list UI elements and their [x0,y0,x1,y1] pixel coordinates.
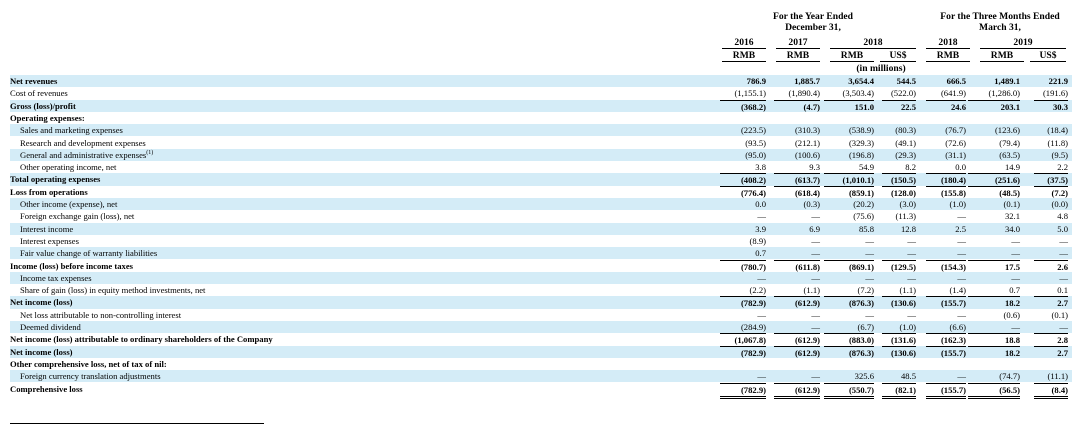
row-label-text: Other income (expense), net [20,199,118,209]
row-label-text: General and administrative expenses [20,149,147,160]
table-cell: — [957,248,966,259]
table-cell: (155.7) [926,383,966,399]
table-cell: (782.9) [720,296,766,309]
table-cell: 1,489.1 [994,76,1020,86]
row-label-text: Other comprehensive loss, net of tax of nil: [10,358,167,369]
table-cell: (329.3) [848,137,874,148]
table-cell: 0.0 [955,162,966,173]
row-label [20,321,81,333]
table-cell: (155.7) [926,346,966,359]
row-label [10,260,133,272]
table-cell: (611.8) [774,260,820,273]
table-cell: (0.3) [803,199,820,209]
table-cell: 151.0 [824,100,874,113]
table-cell: (776.4) [720,186,766,199]
header-year-2019: 2019 [980,37,1066,49]
table-row [10,333,1072,345]
table-cell: (63.5) [999,149,1020,160]
table-cell: (131.6) [882,333,916,346]
row-label [10,173,100,185]
table-cell: — [1011,322,1020,332]
table-cell: (6.7) [857,322,874,332]
row-label-text: Interest income [20,223,74,234]
table-cell: — [811,248,820,259]
table-cell: (11.8) [1047,137,1068,148]
row-label-text: Income (loss) before income taxes [10,260,133,271]
table-cell: (72.6) [945,137,966,148]
table-cell: (48.5) [968,186,1020,199]
table-cell: 6.9 [809,223,820,234]
row-label-text: Sales and marketing expenses [20,125,123,136]
table-cell: 8.2 [905,162,916,173]
table-cell: (1,286.0) [988,88,1020,99]
table-cell: (612.9) [774,346,820,359]
header-year-2018: 2018 [830,37,916,49]
table-cell: — [1011,235,1020,246]
row-label [20,235,79,247]
table-cell: (869.1) [824,260,874,273]
table-cell: 203.1 [968,100,1020,113]
row-label [10,75,57,87]
row-label [20,309,181,321]
table-cell: (3,503.4) [842,88,874,99]
table-cell: (11.1) [1047,371,1068,382]
table-cell: (1.0) [949,199,966,209]
row-label [10,186,88,198]
table-cell: — [1059,322,1068,332]
row-label-text: Research and development expenses [20,137,146,148]
table-row [10,100,1072,112]
table-cell: (74.7) [999,371,1020,382]
table-cell: (1,010.1) [824,173,874,186]
table-cell: (0.1) [1051,309,1068,320]
header-currency: RMB [722,50,766,62]
table-cell: (1.1) [803,285,820,296]
table-cell: 2.7 [1034,296,1068,309]
table-cell: (876.3) [824,296,874,309]
table-cell: (368.2) [720,100,766,113]
header-currency: RMB [980,50,1024,62]
table-cell: (1,155.1) [734,88,766,99]
table-cell: — [811,371,820,382]
table-cell: — [957,309,966,320]
table-row [10,272,1072,284]
table-cell: (408.2) [720,173,766,186]
table-row [10,161,1072,173]
table-cell: 0.0 [755,199,766,209]
table-cell: 0.7 [1009,285,1020,296]
table-cell: 544.5 [896,76,916,86]
table-cell: — [907,248,916,259]
table-cell: (31.1) [945,149,966,160]
table-cell: (1,890.4) [788,88,820,99]
table-cell: (782.9) [720,346,766,359]
table-cell: 18.2 [968,296,1020,309]
row-label [10,296,73,308]
table-cell: (0.1) [1003,199,1020,209]
table-cell: 5.0 [1057,223,1068,234]
table-cell: (76.7) [945,125,966,136]
table-cell: — [1011,248,1020,259]
row-label-text: Foreign exchange gain (loss), net [20,211,135,222]
header-currency: RMB [776,50,820,62]
row-label [10,358,167,370]
table-cell: (155.8) [926,186,966,199]
row-label-text: Income tax expenses [20,272,92,283]
row-label [20,247,157,259]
table-row [10,358,1072,370]
header-year-2018-quarter: 2018 [926,37,970,49]
row-label-text: Total operating expenses [10,174,101,185]
table-cell: (129.5) [882,260,916,273]
table-cell: (9.5) [1051,149,1068,160]
table-row [10,346,1072,358]
table-cell: — [957,235,966,246]
table-cell: (612.9) [774,383,820,399]
header-year-2017: 2017 [776,37,820,49]
row-label-text: Net revenues [10,76,58,86]
row-label [20,198,117,210]
table-cell: (2.2) [749,285,766,296]
table-cell: (75.6) [853,211,874,222]
table-cell: — [811,322,820,332]
table-cell: 666.5 [946,76,966,86]
row-label-text: Foreign currency translation adjustments [20,371,161,382]
table-row [10,112,1072,124]
row-label [20,272,92,284]
table-row [10,321,1072,333]
header-currency: RMB [830,50,874,62]
table-cell: 3.9 [755,223,766,234]
table-cell: (310.3) [794,125,820,136]
table-row [10,173,1072,185]
table-cell: (37.5) [1034,173,1068,186]
table-cell: (11.3) [895,211,916,222]
row-label-text: Comprehensive loss [10,383,83,394]
footnote-marker: (1) [146,149,154,156]
table-cell: (100.6) [794,149,820,160]
table-cell: — [907,309,916,320]
table-cell: (191.6) [1042,88,1068,99]
table-cell: — [1059,235,1068,246]
row-label [10,100,76,112]
table-row [10,235,1072,247]
row-label [20,223,73,235]
header-year-group: For the Year Ended December 31, [772,11,854,33]
table-row [10,124,1072,136]
table-cell: (3.0) [899,199,916,209]
table-row [10,309,1072,321]
row-label-text: Net income (loss) [10,346,73,357]
table-cell: (154.3) [926,260,966,273]
row-label-text: Fair value change of warranty liabilities [20,248,158,259]
table-cell: (550.7) [824,383,874,399]
table-row [10,186,1072,198]
header-units: (in millions) [856,63,906,74]
row-label [20,124,123,136]
table-cell: (876.3) [824,346,874,359]
table-cell: — [865,272,874,283]
table-cell: (162.3) [926,333,966,346]
table-cell: 34.0 [1004,223,1020,234]
row-label [10,87,68,99]
row-label-text: Net loss attributable to non-controlling interest [20,309,182,320]
table-cell: 17.5 [968,260,1020,273]
row-label-text: Operating expenses: [10,112,85,123]
table-cell: — [907,235,916,246]
row-label [20,370,161,382]
table-cell: (1.0) [899,322,916,332]
table-cell: — [757,272,766,283]
table-cell: — [957,272,966,283]
table-cell: — [757,309,766,320]
table-cell: 9.3 [809,162,820,173]
footnote-rule [10,423,264,424]
header-currency: US$ [1030,50,1066,62]
table-cell: 4.8 [1057,211,1068,222]
row-label [10,383,83,395]
table-cell: 85.8 [858,223,874,234]
table-cell: 48.5 [900,371,916,382]
table-cell: — [757,371,766,382]
table-cell: 22.5 [882,100,916,113]
table-cell: (859.1) [824,186,874,199]
row-label-text: Interest expenses [20,235,79,246]
row-label-text: Gross (loss)/profit [10,100,76,111]
table-row [10,149,1072,161]
header-three-month-group: For the Three Months Ended March 31, [940,11,1060,33]
table-cell: — [957,371,966,382]
table-cell: 1,885.7 [794,76,820,86]
table-row [10,137,1072,149]
header-currency: US$ [880,50,916,62]
table-cell: — [907,272,916,283]
table-cell: — [811,272,820,283]
table-cell: (0.6) [1003,309,1020,320]
table-cell: 3,654.4 [848,76,874,86]
table-row [10,296,1072,308]
header-year-2016: 2016 [722,37,766,49]
table-row [10,198,1072,210]
table-cell: (130.6) [882,296,916,309]
table-cell: 2.6 [1034,260,1068,273]
table-cell: — [865,309,874,320]
table-cell: — [865,235,874,246]
table-cell: (618.4) [774,186,820,199]
table-cell: — [811,235,820,246]
table-cell: — [957,211,966,222]
table-cell: 30.3 [1034,100,1068,113]
table-cell: 18.2 [968,346,1020,359]
table-cell: (223.5) [740,125,766,136]
table-cell: (612.9) [774,333,820,346]
table-cell: (180.4) [926,173,966,186]
row-label-text: Cost of revenues [10,88,68,99]
table-cell: 0.7 [755,248,766,259]
table-cell: (8.4) [1034,383,1068,399]
table-cell: (130.6) [882,346,916,359]
table-row [10,383,1072,395]
table-cell: 0.1 [1057,285,1068,296]
table-cell: (782.9) [720,383,766,399]
table-cell: (883.0) [824,333,874,346]
table-cell: (6.6) [949,322,966,332]
table-cell: 14.9 [1004,162,1020,173]
table-cell: (18.4) [1047,125,1068,136]
table-cell: — [811,309,820,320]
table-row [10,87,1072,99]
table-cell: (8.9) [749,235,766,246]
table-cell: (20.2) [853,199,874,209]
table-cell: — [1059,272,1068,283]
row-label-text: Loss from operations [10,186,88,197]
table-cell: (251.6) [968,173,1020,186]
table-cell: (780.7) [720,260,766,273]
table-cell: 32.1 [1004,211,1020,222]
table-cell: (612.9) [774,296,820,309]
row-label [10,112,85,124]
table-cell: (29.3) [895,149,916,160]
table-cell: 24.6 [926,100,966,113]
table-cell: 3.8 [755,162,766,173]
table-cell: — [1011,272,1020,283]
row-label-text: Other operating income, net [20,162,117,173]
table-cell: (538.9) [848,125,874,136]
table-row [10,370,1072,382]
table-cell: 2.5 [955,223,966,234]
table-cell: (155.7) [926,296,966,309]
row-label-text: Net income (loss) attributable to ordinary shareholders of the Company [10,334,273,345]
row-label [20,149,153,161]
table-cell: — [757,211,766,222]
row-label [20,161,116,173]
table-cell: (150.5) [882,173,916,186]
table-row [10,75,1072,87]
table-cell: (212.1) [794,137,820,148]
table-cell: (0.0) [1051,199,1068,209]
table-cell: (79.4) [999,137,1020,148]
table-cell: (49.1) [895,137,916,148]
table-cell: 786.9 [746,76,766,86]
table-row [10,284,1072,296]
header-currency: RMB [926,50,970,62]
table-cell: 2.8 [1034,333,1068,346]
table-cell: (128.0) [882,186,916,199]
table-cell: 325.6 [854,371,874,382]
table-cell: (95.0) [745,149,766,160]
row-label [10,346,73,358]
table-row [10,247,1072,259]
table-cell: 54.9 [858,162,874,173]
table-cell: (4.7) [774,100,820,113]
row-label [20,284,205,296]
row-label-text: Net income (loss) [10,297,73,308]
table-cell: (641.9) [940,88,966,99]
table-cell: (1.1) [899,285,916,296]
table-cell: (7.2) [857,285,874,296]
table-cell: (7.2) [1034,186,1068,199]
table-cell: 221.9 [1048,76,1068,86]
table-cell: (1,067.8) [720,333,766,346]
table-row [10,260,1072,272]
table-cell: (80.3) [895,125,916,136]
table-row [10,210,1072,222]
table-cell: 2.2 [1057,162,1068,173]
row-label-text: Deemed dividend [20,322,81,332]
table-row [10,223,1072,235]
table-cell: 12.8 [900,223,916,234]
table-cell: (123.6) [994,125,1020,136]
table-cell: — [1059,248,1068,259]
table-cell: (613.7) [774,173,820,186]
row-label [10,333,273,345]
table-cell: 2.7 [1034,346,1068,359]
row-label-text: Share of gain (loss) in equity method investments, net [20,285,206,296]
table-cell: (196.8) [848,149,874,160]
table-cell: (522.0) [890,88,916,99]
table-cell: (93.5) [745,137,766,148]
table-cell: (82.1) [882,383,916,399]
table-cell: — [811,211,820,222]
table-cell: (284.9) [740,322,766,332]
row-label [20,210,134,222]
row-label [20,137,146,149]
table-cell: 18.8 [968,333,1020,346]
table-cell: — [865,248,874,259]
table-cell: (56.5) [968,383,1020,399]
table-cell: (1.4) [949,285,966,296]
